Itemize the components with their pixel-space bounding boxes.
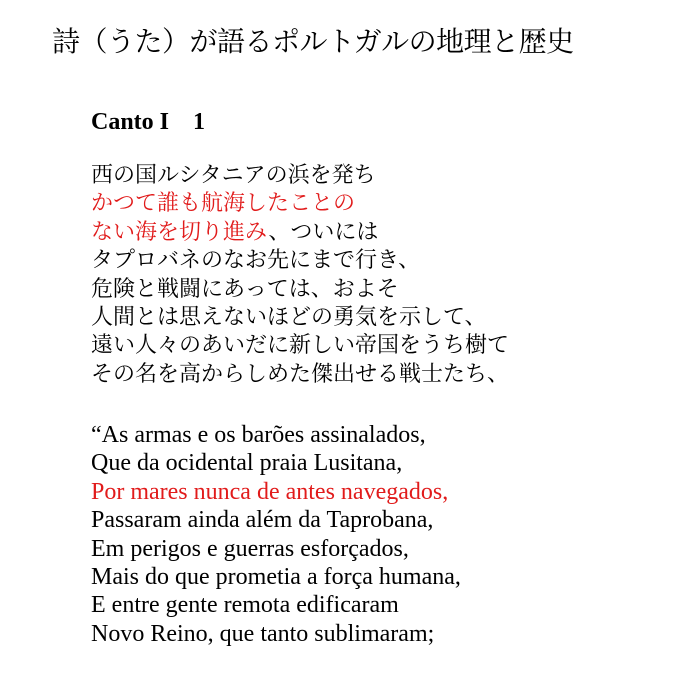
ja-line-6: 人間とは思えないほどの勇気を示して、 — [91, 305, 487, 331]
pt-line-8: Novo Reino, que tanto sublimaram; — [91, 620, 435, 647]
pt-line-6: Mais do que prometia a força humana, — [91, 564, 461, 591]
ja-line-3-highlighted-part: ない海を切り進み — [91, 219, 269, 245]
page-title: 詩（うた）が語るポルトガルの地理と歴史 — [52, 25, 574, 58]
ja-line-2-highlighted: かつて誰も航海したことの — [91, 191, 356, 217]
ja-line-8: その名を高からしめた傑出せる戦士たち、 — [91, 361, 510, 387]
pt-line-7: E entre gente remota edificaram — [91, 592, 399, 619]
pt-line-5: Em perigos e guerras esforçados, — [91, 535, 409, 562]
pt-line-4: Passaram ainda além da Taprobana, — [91, 507, 434, 534]
japanese-translation-stanza — [91, 162, 509, 389]
ja-line-3-rest: 、ついには — [268, 219, 379, 245]
ja-line-5: 危険と戦闘にあっては、およそ — [91, 276, 399, 302]
ja-line-3 — [91, 219, 509, 247]
pt-line-2: Que da ocidental praia Lusitana, — [91, 450, 403, 477]
canto-heading: Canto I 1 — [91, 109, 206, 135]
pt-line-1: “As armas e os barões assinalados, — [91, 422, 426, 448]
pt-line-3-highlighted: Por mares nunca de antes navegados, — [91, 478, 449, 505]
ja-line-4: タプロバネのなお先にまで行き、 — [91, 248, 421, 274]
ja-line-1: 西の国ルシタニアの浜を発ち — [91, 163, 376, 188]
portuguese-original-stanza — [91, 421, 461, 648]
ja-line-7: 遠い人々のあいだに新しい帝国をうち樹て — [91, 333, 510, 359]
